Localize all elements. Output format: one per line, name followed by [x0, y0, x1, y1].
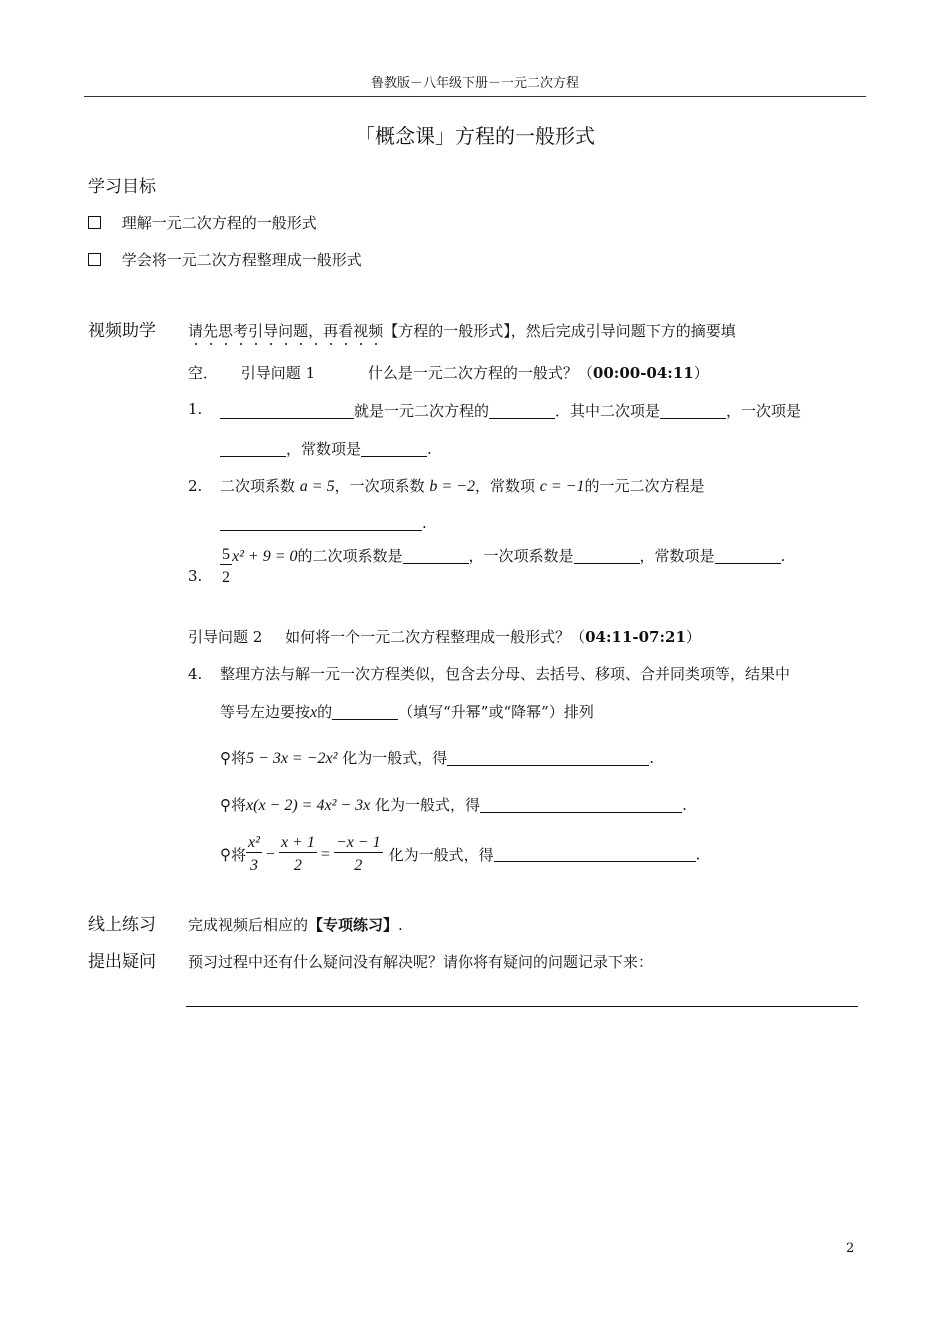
- q2-time: 04:11-07:21: [585, 628, 686, 646]
- item-1-line-1: [220, 400, 801, 421]
- item-3-equation: x² + 9 = 0: [232, 548, 298, 565]
- q1-time: 00:00-04:11: [592, 364, 694, 382]
- answer-line[interactable]: [186, 1006, 858, 1007]
- q1-text: 什么是一元二次方程的一般式？（: [367, 364, 593, 382]
- frac-num: x²: [248, 834, 260, 851]
- video-heading: 视频助学: [88, 321, 156, 341]
- ex-1-text-c: .: [649, 749, 654, 767]
- q2-close: ）: [685, 628, 701, 646]
- item-3-text-b: ，一次项系数是: [468, 547, 574, 565]
- page-title: 「概念课」方程的一般形式: [355, 124, 595, 148]
- item-4-line-2: [220, 701, 594, 722]
- frac-den: 2: [334, 852, 383, 875]
- item-4-text-b: 的: [317, 703, 333, 721]
- video-intro-rest: ，然后完成引导问题下方的摘要填: [510, 322, 736, 340]
- answer-blank[interactable]: [332, 705, 398, 720]
- item-3-line: [220, 545, 785, 587]
- objective-label: 学会将一元二次方程整理成一般形式: [121, 251, 362, 269]
- answer-blank[interactable]: [361, 442, 427, 457]
- item-2-text-d: 的一元二次方程是: [584, 477, 705, 495]
- ex-3-text-c: .: [695, 845, 701, 864]
- practice-heading: 线上练习: [88, 915, 156, 935]
- video-intro-tail: 空．: [188, 364, 219, 382]
- page-header: 鲁教版－八年级下册－一元二次方程: [370, 76, 579, 91]
- item-2-number: 2.: [188, 477, 203, 495]
- item-2-text-a: 二次项系数: [220, 477, 296, 495]
- item-4-number: 4.: [188, 665, 203, 683]
- answer-blank[interactable]: [220, 404, 354, 419]
- practice-link[interactable]: 【专项练习】: [308, 916, 399, 934]
- ex-2-equation: x(x − 2) = 4x² − 3x: [246, 797, 371, 814]
- magnifier-icon: ⚲: [220, 845, 231, 864]
- answer-blank[interactable]: [715, 549, 781, 564]
- video-intro: [188, 320, 736, 341]
- item-2-text-e: .: [422, 514, 427, 532]
- q2-label: 引导问题 2: [188, 628, 263, 646]
- item-1-text-e: .: [427, 440, 432, 458]
- answer-blank[interactable]: [480, 798, 682, 813]
- answer-blank[interactable]: [489, 404, 555, 419]
- ex-1-text-b: 化为一般式，得: [342, 749, 448, 767]
- practice-text-a: 完成视频后相应的: [188, 916, 309, 934]
- example-2: [220, 794, 687, 815]
- video-intro-emphasis: 请先思考引导问题，再看视频: [188, 322, 384, 340]
- item-3-text-d: .: [780, 547, 786, 565]
- ex-1-text-a: 将: [231, 749, 247, 767]
- item-2-text-b: ，一次项系数: [334, 477, 425, 495]
- eq-b: b = −2: [429, 478, 475, 495]
- item-1-line-2: [220, 438, 432, 459]
- answer-blank[interactable]: [220, 516, 422, 531]
- answer-blank[interactable]: [574, 549, 640, 564]
- item-2-line-2: [220, 514, 427, 532]
- objective-label: 理解一元二次方程的一般形式: [121, 214, 317, 232]
- page-number: 2: [846, 1241, 855, 1256]
- questions-text: 预习过程中还有什么疑问没有解决呢？请你将有疑问的问题记录下来：: [188, 953, 654, 971]
- ex-2-text-a: 将: [231, 796, 247, 814]
- video-link: 【方程的一般形式】: [383, 322, 511, 340]
- guide-question-1: [188, 362, 709, 383]
- answer-blank[interactable]: [220, 442, 286, 457]
- guide-question-2: [188, 626, 701, 647]
- objective-item: [88, 249, 362, 270]
- frac-num: x + 1: [280, 834, 315, 851]
- eq-c: c = −1: [539, 478, 585, 495]
- item-4-var: x: [310, 704, 318, 721]
- fraction-2: [279, 834, 317, 875]
- item-1-text-c: ，一次项是: [726, 402, 802, 420]
- item-4-line-1: 整理方法与解一元一次方程类似，包含去分母、去括号、移项、合并同类项等，结果中: [220, 665, 791, 683]
- ex-2-text-c: .: [682, 796, 687, 814]
- item-4-text-a: 等号左边要按: [220, 703, 311, 721]
- frac-den: 2: [220, 564, 232, 587]
- practice-text-c: .: [398, 916, 403, 934]
- answer-blank[interactable]: [447, 751, 649, 766]
- magnifier-icon: ⚲: [220, 796, 231, 814]
- fraction-3: [334, 834, 383, 875]
- frac-den: 2: [279, 852, 317, 875]
- item-1-text-d: ，常数项是: [286, 440, 362, 458]
- item-1-text-b: ．其中二次项是: [555, 402, 661, 420]
- magnifier-icon: ⚲: [220, 749, 231, 767]
- minus-sign: −: [265, 845, 275, 863]
- questions-heading: 提出疑问: [88, 952, 156, 972]
- eq-a: a = 5: [299, 478, 335, 495]
- fraction-1: [246, 834, 262, 875]
- equals-sign: =: [320, 845, 330, 863]
- item-3-text-a: 的二次项系数是: [297, 547, 403, 565]
- answer-blank[interactable]: [494, 847, 696, 862]
- checkbox-icon[interactable]: [88, 253, 101, 266]
- ex-3-text-a: 将: [231, 846, 247, 864]
- item-4-text-c: （填写“升幂”或“降幂”）排列: [398, 703, 594, 721]
- ex-2-text-b: 化为一般式，得: [375, 796, 481, 814]
- ex-3-text-b: 化为一般式，得: [388, 846, 494, 864]
- q1-close: ）: [693, 364, 709, 382]
- frac-num: −x − 1: [335, 834, 381, 851]
- frac-num: 5: [222, 545, 230, 563]
- example-1: [220, 747, 654, 768]
- answer-blank[interactable]: [660, 404, 726, 419]
- answer-blank[interactable]: [403, 549, 469, 564]
- checkbox-icon[interactable]: [88, 216, 101, 229]
- ex-1-equation: 5 − 3x = −2x²: [246, 750, 338, 767]
- item-2-text-c: ，常数项: [474, 477, 535, 495]
- objectives-heading: 学习目标: [88, 177, 156, 197]
- frac-den: 3: [246, 852, 262, 875]
- item-3-text-c: ，常数项是: [639, 547, 715, 565]
- q2-text: 如何将一个一元二次方程整理成一般形式？（: [285, 628, 586, 646]
- example-3: [220, 834, 700, 875]
- item-1-text-a: 就是一元二次方程的: [354, 402, 490, 420]
- item-3-number: 3.: [188, 567, 203, 585]
- header-rule: [84, 96, 866, 97]
- q1-label: 引导问题 1: [240, 364, 316, 382]
- item-2-line-1: [220, 475, 705, 496]
- fraction-5-over-2: [220, 546, 232, 587]
- practice-text: [188, 914, 403, 935]
- item-1-number: 1.: [188, 400, 203, 418]
- objective-item: [88, 212, 317, 233]
